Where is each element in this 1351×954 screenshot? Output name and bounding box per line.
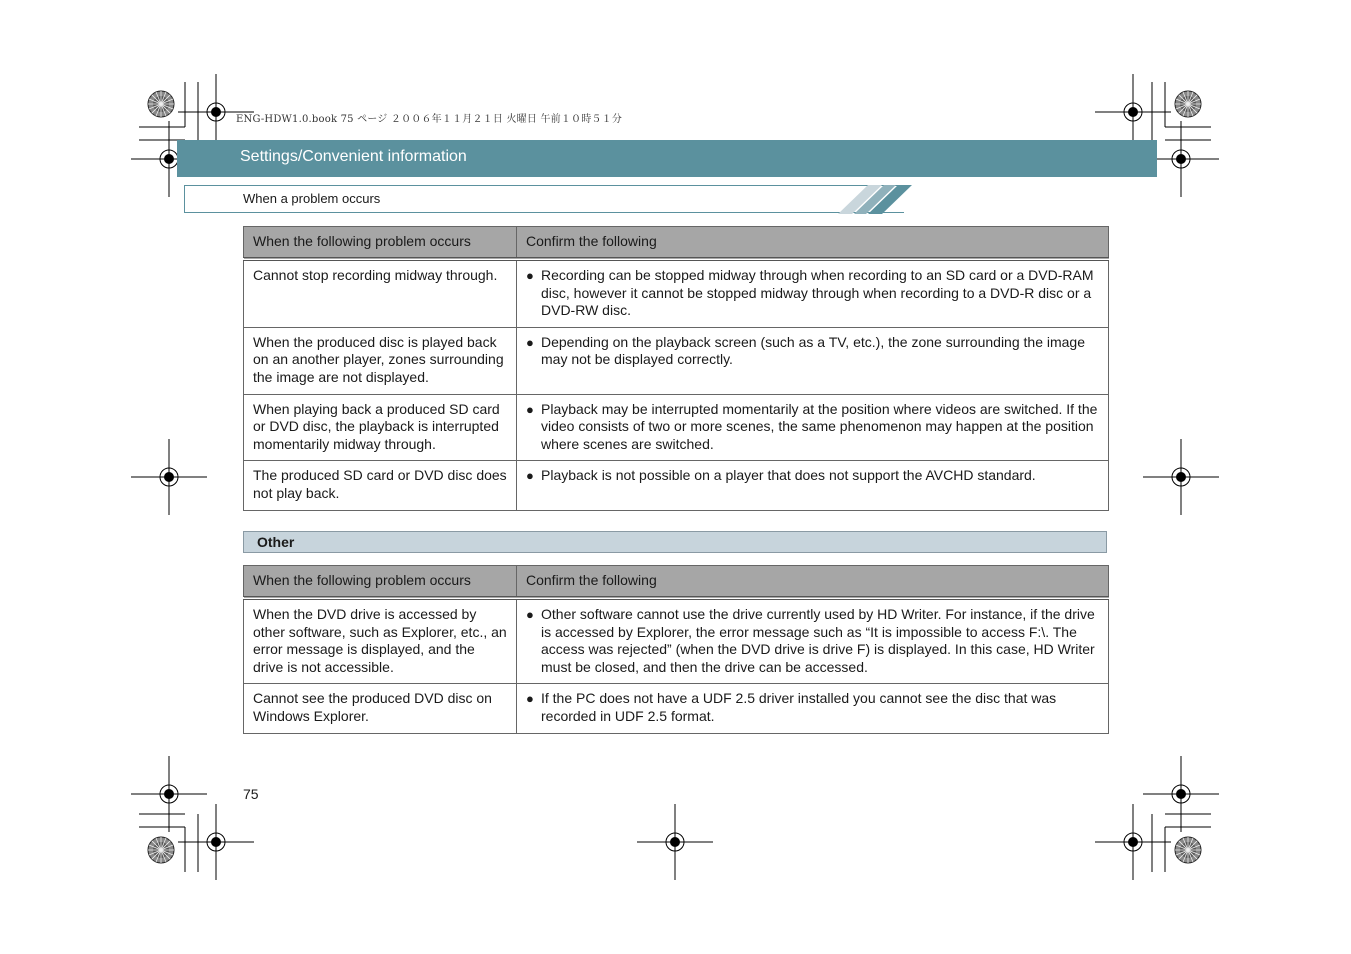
table-header-row — [244, 566, 1109, 599]
problem-cell: When the produced disc is played back on an another player, zones surrounding the image are not displayed. — [244, 327, 517, 394]
column-header-problem: When the following problem occurs — [244, 566, 517, 599]
subheader-box — [184, 185, 904, 213]
bullet-icon: ● — [526, 468, 534, 484]
column-header-confirm: Confirm the following — [517, 566, 1109, 599]
table-row — [244, 394, 1109, 461]
problem-cell: When playing back a produced SD card or DVD disc, the playback is interrupted momentarily midway through. — [244, 394, 517, 461]
column-header-problem: When the following problem occurs — [244, 227, 517, 260]
registration-burst-icon — [148, 837, 174, 863]
troubleshooting-table-2 — [243, 565, 1109, 734]
confirm-text: Playback is not possible on a player that does not support the AVCHD standard. — [541, 467, 1036, 484]
crosshair-icon — [1143, 756, 1219, 832]
confirm-cell — [517, 394, 1109, 461]
confirm-text: Recording can be stopped midway through when recording to an SD card or a DVD-RAM disc, however it cannot be stopped midway through when recording to a DVD-R disc or a DVD-RW disc. — [541, 267, 1094, 319]
table-row — [244, 684, 1109, 733]
confirm-text: If the PC does not have a UDF 2.5 driver installed you cannot see the disc that was recorded in UDF 2.5 format. — [541, 690, 1057, 724]
crosshair-icon — [1095, 804, 1171, 880]
column-header-confirm: Confirm the following — [517, 227, 1109, 260]
registration-burst-icon — [1175, 91, 1201, 117]
registration-burst-icon — [1175, 837, 1201, 863]
crosshair-icon — [637, 804, 713, 880]
bullet-icon: ● — [526, 401, 534, 417]
decorative-stripes-icon — [838, 185, 914, 215]
confirm-text: Depending on the playback screen (such as a TV, etc.), the zone surrounding the image may not be displayed correctly. — [541, 333, 1086, 368]
troubleshooting-table-1 — [243, 226, 1109, 511]
print-slug: ENG-HDW1.0.book 75 ページ ２００６年１１月２１日 火曜日 午前１０時５１分 — [236, 114, 623, 125]
confirm-cell — [517, 684, 1109, 733]
confirm-text: Other software cannot use the drive currently used by HD Writer. For instance, if the drive is accessed by Explorer, the error message such as “It is impossible to access F:\. The access was rejected” (when the DVD drive is drive F) is displayed. In this case, HD Writer must be closed, and then the drive can be accessed. — [541, 606, 1095, 675]
problem-cell: Cannot see the produced DVD disc on Windows Explorer. — [244, 684, 517, 733]
table-row — [244, 327, 1109, 394]
bullet-icon: ● — [526, 607, 534, 622]
section-title: Other — [257, 534, 295, 550]
confirm-cell — [517, 598, 1109, 684]
crosshair-icon — [1143, 439, 1219, 515]
confirm-cell — [517, 259, 1109, 327]
problem-cell: Cannot stop recording midway through. — [244, 259, 517, 327]
table-row — [244, 598, 1109, 684]
confirm-cell — [517, 461, 1109, 510]
table-header-row — [244, 227, 1109, 260]
confirm-text: Playback may be interrupted momentarily at the position where videos are switched. If the video consists of two or more scenes, the same phenomenon may happen at the position where scenes are switched. — [541, 400, 1098, 452]
section-heading-other — [243, 531, 1107, 553]
crosshair-icon — [178, 804, 254, 880]
confirm-cell — [517, 327, 1109, 394]
problem-cell: The produced SD card or DVD disc does not play back. — [244, 461, 517, 510]
crosshair-icon — [1095, 74, 1171, 150]
table-row — [244, 259, 1109, 327]
bullet-icon: ● — [526, 691, 534, 707]
registration-burst-icon — [148, 91, 174, 117]
crosshair-icon — [131, 439, 207, 515]
section-header-bar — [177, 140, 1157, 177]
bullet-icon: ● — [526, 334, 534, 350]
bullet-icon: ● — [526, 268, 534, 283]
page-number: 75 — [243, 786, 259, 802]
page-title: Settings/Convenient information — [240, 148, 467, 165]
page-subtitle: When a problem occurs — [243, 191, 381, 206]
crosshair-icon — [131, 756, 207, 832]
table-row — [244, 461, 1109, 510]
problem-cell: When the DVD drive is accessed by other software, such as Explorer, etc., an error message is displayed, and the drive is not accessible. — [244, 598, 517, 684]
